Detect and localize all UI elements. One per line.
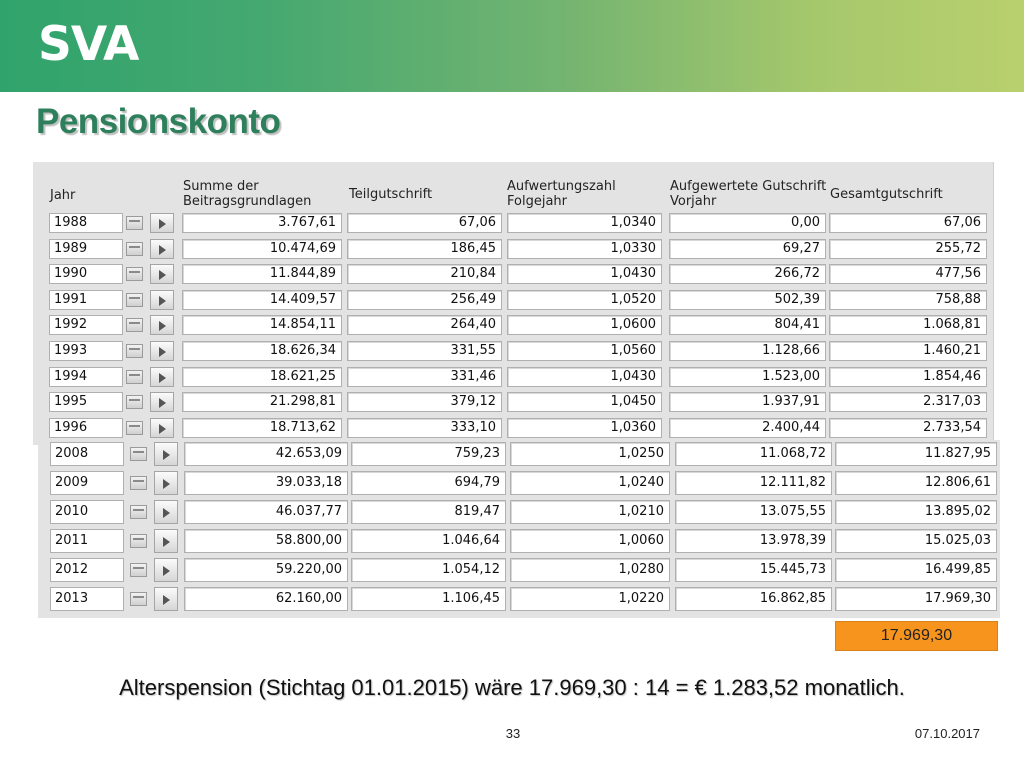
gesamtgutschrift-field[interactable]: 2.317,03 [829, 392, 987, 412]
summe-field[interactable]: 58.800,00 [184, 529, 348, 553]
gesamtgutschrift-field[interactable]: 255,72 [829, 239, 987, 259]
teilgutschrift-field[interactable]: 186,45 [347, 239, 502, 259]
aufwertungszahl-field[interactable]: 1,0220 [510, 587, 670, 611]
minimize-icon[interactable] [130, 447, 147, 461]
minimize-icon[interactable] [130, 505, 147, 519]
vorjahr-field[interactable]: 2.400,44 [669, 418, 826, 438]
col-header-teil: Teilgutschrift [349, 187, 433, 202]
table-row [38, 471, 999, 493]
vorjahr-field[interactable]: 502,39 [669, 290, 826, 310]
summe-field[interactable]: 18.621,25 [182, 367, 342, 387]
summe-field[interactable]: 39.033,18 [184, 471, 348, 495]
vorjahr-field[interactable]: 266,72 [669, 264, 826, 284]
table-row [38, 587, 999, 609]
year-field[interactable]: 1989 [49, 239, 123, 259]
teilgutschrift-field[interactable]: 694,79 [351, 471, 506, 495]
gesamtgutschrift-field[interactable]: 13.895,02 [835, 500, 997, 524]
table-row [33, 290, 994, 312]
table-row [33, 315, 994, 337]
gesamtgutschrift-field[interactable]: 1.854,46 [829, 367, 987, 387]
vorjahr-field[interactable]: 1.128,66 [669, 341, 826, 361]
aufwertungszahl-field[interactable]: 1,0600 [507, 315, 662, 335]
aufwertungszahl-field[interactable]: 1,0330 [507, 239, 662, 259]
teilgutschrift-field[interactable]: 333,10 [347, 418, 502, 438]
minimize-icon[interactable] [126, 242, 143, 256]
year-field[interactable]: 1990 [49, 264, 123, 284]
teilgutschrift-field[interactable]: 331,46 [347, 367, 502, 387]
vorjahr-field[interactable]: 12.111,82 [675, 471, 832, 495]
year-field[interactable]: 2013 [50, 587, 124, 611]
teilgutschrift-field[interactable]: 210,84 [347, 264, 502, 284]
gesamtgutschrift-field[interactable]: 758,88 [829, 290, 987, 310]
teilgutschrift-field[interactable]: 331,55 [347, 341, 502, 361]
minimize-icon[interactable] [130, 534, 147, 548]
teilgutschrift-field[interactable]: 759,23 [351, 442, 506, 466]
aufwertungszahl-field[interactable]: 1,0060 [510, 529, 670, 553]
expand-arrow-icon[interactable] [154, 471, 178, 495]
table-row [33, 341, 994, 363]
expand-arrow-icon[interactable] [150, 239, 174, 259]
gesamtgutschrift-field[interactable]: 67,06 [829, 213, 987, 233]
aufwertungszahl-field[interactable]: 1,0430 [507, 264, 662, 284]
total-gesamtgutschrift: 17.969,30 [835, 621, 998, 651]
year-field[interactable]: 1996 [49, 418, 123, 438]
teilgutschrift-field[interactable]: 1.046,64 [351, 529, 506, 553]
expand-arrow-icon[interactable] [150, 392, 174, 412]
aufwertungszahl-field[interactable]: 1,0210 [510, 500, 670, 524]
header-banner [0, 0, 1024, 92]
summe-field[interactable]: 18.626,34 [182, 341, 342, 361]
gesamtgutschrift-field[interactable]: 11.827,95 [835, 442, 997, 466]
vorjahr-field[interactable]: 1.937,91 [669, 392, 826, 412]
aufwertungszahl-field[interactable]: 1,0240 [510, 471, 670, 495]
summe-field[interactable]: 14.854,11 [182, 315, 342, 335]
table-row [33, 367, 994, 389]
summe-field[interactable]: 10.474,69 [182, 239, 342, 259]
expand-arrow-icon[interactable] [150, 367, 174, 387]
expand-arrow-icon[interactable] [150, 213, 174, 233]
aufwertungszahl-field[interactable]: 1,0430 [507, 367, 662, 387]
minimize-icon[interactable] [126, 318, 143, 332]
vorjahr-field[interactable]: 804,41 [669, 315, 826, 335]
year-field[interactable]: 2010 [50, 500, 124, 524]
vorjahr-field[interactable]: 69,27 [669, 239, 826, 259]
pension-table-top [33, 162, 994, 445]
expand-arrow-icon[interactable] [154, 529, 178, 553]
gesamtgutschrift-field[interactable]: 2.733,54 [829, 418, 987, 438]
summe-field[interactable]: 46.037,77 [184, 500, 348, 524]
summe-field[interactable]: 42.653,09 [184, 442, 348, 466]
expand-arrow-icon[interactable] [150, 264, 174, 284]
expand-arrow-icon[interactable] [154, 442, 178, 466]
col-header-summe: Summe der Beitragsgrundlagen [183, 179, 312, 209]
minimize-icon[interactable] [126, 293, 143, 307]
year-field[interactable]: 1991 [49, 290, 123, 310]
summe-field[interactable]: 11.844,89 [182, 264, 342, 284]
vorjahr-field[interactable]: 15.445,73 [675, 558, 832, 582]
aufwertungszahl-field[interactable]: 1,0360 [507, 418, 662, 438]
year-field[interactable]: 1992 [49, 315, 123, 335]
vorjahr-field[interactable]: 13.978,39 [675, 529, 832, 553]
teilgutschrift-field[interactable]: 256,49 [347, 290, 502, 310]
summe-field[interactable]: 3.767,61 [182, 213, 342, 233]
year-field[interactable]: 1995 [49, 392, 123, 412]
aufwertungszahl-field[interactable]: 1,0280 [510, 558, 670, 582]
gesamtgutschrift-field[interactable]: 1.068,81 [829, 315, 987, 335]
col-header-jahr: Jahr [50, 188, 76, 203]
table-row [38, 442, 999, 464]
expand-arrow-icon[interactable] [154, 587, 178, 611]
pension-table-bottom [38, 440, 1000, 618]
gesamtgutschrift-field[interactable]: 16.499,85 [835, 558, 997, 582]
expand-arrow-icon[interactable] [154, 558, 178, 582]
summe-field[interactable]: 59.220,00 [184, 558, 348, 582]
table-row [33, 392, 994, 414]
pension-summary: Alterspension (Stichtag 01.01.2015) wäre 17.969,30 : 14 = € 1.283,52 monatlich. [119, 675, 905, 700]
vorjahr-field[interactable]: 13.075,55 [675, 500, 832, 524]
aufwertungszahl-field[interactable]: 1,0520 [507, 290, 662, 310]
gesamtgutschrift-field[interactable]: 477,56 [829, 264, 987, 284]
aufwertungszahl-field[interactable]: 1,0340 [507, 213, 662, 233]
minimize-icon[interactable] [126, 421, 143, 435]
teilgutschrift-field[interactable]: 1.106,45 [351, 587, 506, 611]
page-title: Pensionskonto [36, 102, 281, 141]
year-field[interactable]: 2009 [50, 471, 124, 495]
minimize-icon[interactable] [130, 592, 147, 606]
summe-field[interactable]: 21.298,81 [182, 392, 342, 412]
expand-arrow-icon[interactable] [154, 500, 178, 524]
year-field[interactable]: 2008 [50, 442, 124, 466]
vorjahr-field[interactable]: 0,00 [669, 213, 826, 233]
teilgutschrift-field[interactable]: 67,06 [347, 213, 502, 233]
vorjahr-field[interactable]: 1.523,00 [669, 367, 826, 387]
aufwertungszahl-field[interactable]: 1,0450 [507, 392, 662, 412]
gesamtgutschrift-field[interactable]: 15.025,03 [835, 529, 997, 553]
table-row [38, 529, 999, 551]
table-row [33, 418, 994, 440]
table-row [33, 264, 994, 286]
minimize-icon[interactable] [126, 395, 143, 409]
minimize-icon[interactable] [126, 344, 143, 358]
year-field[interactable]: 2012 [50, 558, 124, 582]
vorjahr-field[interactable]: 11.068,72 [675, 442, 832, 466]
table-row [38, 500, 999, 522]
page-number: 33 [505, 726, 521, 741]
gesamtgutschrift-field[interactable]: 17.969,30 [835, 587, 997, 611]
teilgutschrift-field[interactable]: 379,12 [347, 392, 502, 412]
year-field[interactable]: 1988 [49, 213, 123, 233]
year-field[interactable]: 1994 [49, 367, 123, 387]
minimize-icon[interactable] [126, 370, 143, 384]
col-header-gesamt: Gesamtgutschrift [830, 187, 943, 202]
minimize-icon[interactable] [130, 563, 147, 577]
expand-arrow-icon[interactable] [150, 290, 174, 310]
teilgutschrift-field[interactable]: 264,40 [347, 315, 502, 335]
teilgutschrift-field[interactable]: 819,47 [351, 500, 506, 524]
teilgutschrift-field[interactable]: 1.054,12 [351, 558, 506, 582]
expand-arrow-icon[interactable] [150, 341, 174, 361]
table-row [38, 558, 999, 580]
aufwertungszahl-field[interactable]: 1,0250 [510, 442, 670, 466]
summe-field[interactable]: 18.713,62 [182, 418, 342, 438]
expand-arrow-icon[interactable] [150, 315, 174, 335]
gesamtgutschrift-field[interactable]: 1.460,21 [829, 341, 987, 361]
col-header-vorj: Aufgewertete Gutschrift Vorjahr [670, 179, 827, 209]
summe-field[interactable]: 62.160,00 [184, 587, 348, 611]
year-field[interactable]: 2011 [50, 529, 124, 553]
footer-date: 07.10.2017 [914, 726, 980, 741]
sva-logo: SVA [38, 17, 139, 72]
minimize-icon[interactable] [126, 267, 143, 281]
vorjahr-field[interactable]: 16.862,85 [675, 587, 832, 611]
year-field[interactable]: 1993 [49, 341, 123, 361]
gesamtgutschrift-field[interactable]: 12.806,61 [835, 471, 997, 495]
aufwertungszahl-field[interactable]: 1,0560 [507, 341, 662, 361]
table-row [33, 213, 994, 235]
col-header-aufw: Aufwertungszahl Folgejahr [507, 179, 616, 209]
minimize-icon[interactable] [130, 476, 147, 490]
expand-arrow-icon[interactable] [150, 418, 174, 438]
summe-field[interactable]: 14.409,57 [182, 290, 342, 310]
minimize-icon[interactable] [126, 216, 143, 230]
table-row [33, 239, 994, 261]
